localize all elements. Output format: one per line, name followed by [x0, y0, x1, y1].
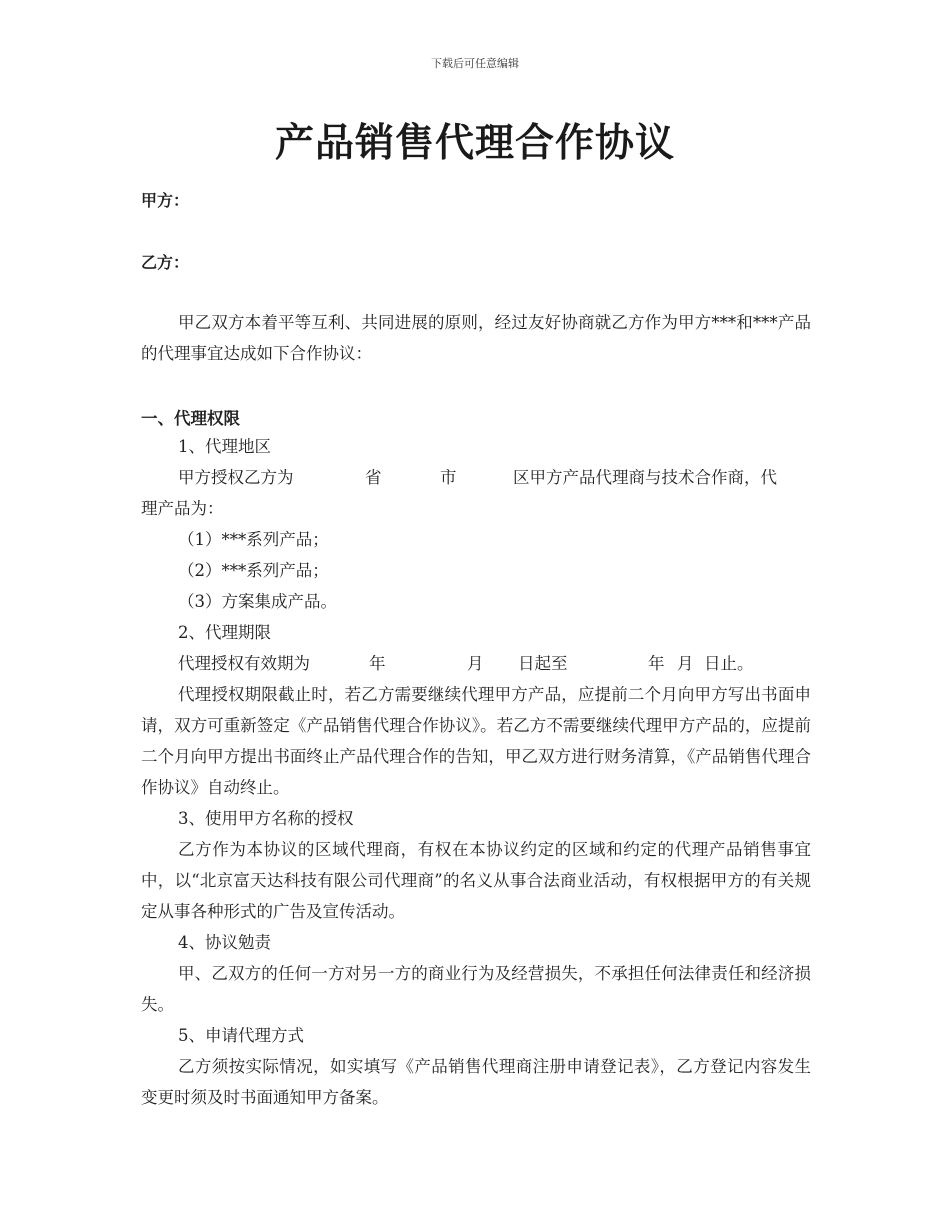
product-item: （3）方案集成产品。 [178, 592, 337, 611]
document-title: 产品销售代理合作协议 [274, 120, 675, 166]
grant-province: 省 [365, 468, 382, 487]
application-method-paragraph: 乙方须按实际情况，如实填写《产品销售代理商注册申请登记表》，乙方登记内容发生变更时须及时书面通知甲方备案。 [141, 1057, 811, 1107]
period-year-end: 年 [648, 654, 665, 673]
period-day-end: 日止。 [704, 654, 754, 673]
grant-line-2: 理产品为： [141, 499, 224, 518]
period-month-end: 月 [677, 654, 694, 673]
item-heading-name-authorization: 3、使用甲方名称的授权 [178, 809, 354, 828]
grant-prefix: 甲方授权乙方为 [178, 468, 294, 487]
item-heading-agency-period: 2、代理期限 [178, 623, 271, 642]
period-month-start: 月 [467, 654, 484, 673]
exemption-paragraph: 甲、乙双方的任何一方对另一方的商业行为及经营损失，不承担任何法律责任和经济损失。 [141, 964, 811, 1014]
product-item: （1）***系列产品； [178, 530, 329, 549]
party-a-label: 甲方： [141, 191, 190, 210]
header-note: 下载后可任意编辑 [431, 57, 519, 70]
grant-line-1 [178, 462, 294, 493]
preamble-paragraph: 甲乙双方本着平等互利、共同进展的原则，经过友好协商就乙方作为甲方***和***产品的代理事宜达成如下合作协议： [141, 313, 811, 363]
item-heading-exemption: 4、协议勉责 [178, 933, 271, 952]
renewal-paragraph: 代理授权期限截止时，若乙方需要继续代理甲方产品，应提前二个月向甲方写出书面申请，双方可重新签定《产品销售代理合作协议》。若乙方不需要继续代理甲方产品的，应提前二个月向甲方提出书面终止产品代理合作的告知，甲乙双方进行财务清算，《产品销售代理合作协议》自动终止。 [141, 685, 811, 797]
party-b-label: 乙方： [141, 253, 190, 272]
period-year-start: 年 [369, 654, 386, 673]
item-heading-agency-region: 1、代理地区 [178, 437, 271, 456]
grant-city: 市 [440, 468, 457, 487]
name-authorization-paragraph: 乙方作为本协议的区域代理商，有权在本协议约定的区域和约定的代理产品销售事宜中，以“北京富天达科技有限公司代理商”的名义从事合法商业活动，有权根据甲方的有关规定从事各种形式的广告及宣传活动。 [141, 840, 811, 921]
period-prefix: 代理授权有效期为 [178, 654, 310, 673]
section-heading-agency-rights: 一、代理权限 [141, 409, 240, 428]
period-day-start: 日起至 [518, 654, 568, 673]
grant-suffix: 区甲方产品代理商与技术合作商，代 [513, 468, 777, 487]
product-item: （2）***系列产品； [178, 561, 329, 580]
item-heading-application-method: 5、申请代理方式 [178, 1026, 304, 1045]
